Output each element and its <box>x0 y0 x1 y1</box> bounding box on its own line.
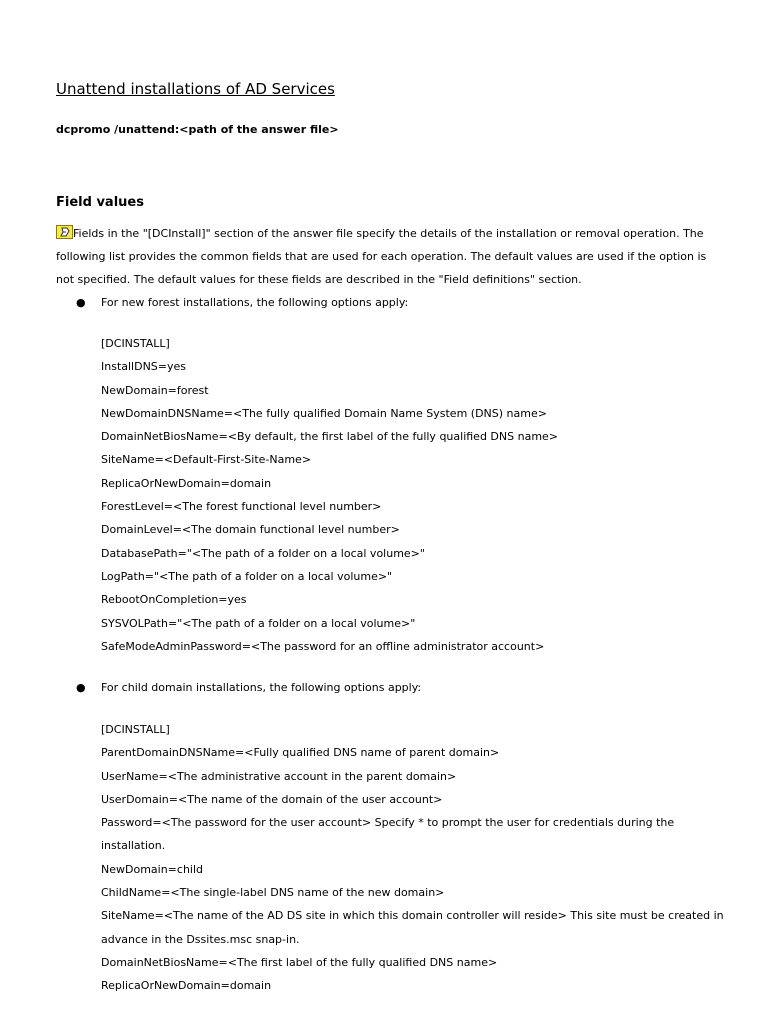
forest-options-block <box>101 332 741 658</box>
option-line: [DCINSTALL] <box>101 723 170 736</box>
option-line: SYSVOLPath="<The path of a folder on a local volume>" <box>101 616 416 630</box>
bullet-icon: ● <box>76 296 86 309</box>
option-line: RebootOnCompletion=yes <box>101 593 247 607</box>
option-line: UserDomain=<The name of the domain of the user account> <box>101 792 443 806</box>
option-line: NewDomain=child <box>101 862 204 876</box>
note-icon <box>56 225 73 239</box>
option-line: DomainNetBiosName=<The first label of the fully qualified DNS name> <box>101 955 498 969</box>
option-line: Password=<The password for the user account> Specify * to prompt the user for credentials during the installation. <box>101 816 675 853</box>
option-line: UserName=<The administrative account in the parent domain> <box>101 769 457 783</box>
option-line: ForestLevel=<The forest functional level number> <box>101 500 382 514</box>
command-line: dcpromo /unattend:<path of the answer file> <box>56 123 339 136</box>
option-line: ChildName=<The single-label DNS name of the new domain> <box>101 886 445 900</box>
option-line: ReplicaOrNewDomain=domain <box>101 476 272 490</box>
option-line: SiteName=<The name of the AD DS site in which this domain controller will reside> This site must be created in advance in the Dssites.msc snap-in. <box>101 909 724 946</box>
option-line: SiteName=<Default-First-Site-Name> <box>101 453 312 467</box>
bullet-text-child: For child domain installations, the following options apply: <box>101 681 422 694</box>
option-line: DomainNetBiosName=<By default, the first label of the fully qualified DNS name> <box>101 430 559 444</box>
option-line: DatabasePath="<The path of a folder on a local volume>" <box>101 546 425 560</box>
option-line: ParentDomainDNSName=<Fully qualified DNS name of parent domain> <box>101 746 500 760</box>
child-options-block <box>101 718 741 998</box>
list-item-child <box>76 681 421 694</box>
option-line: SafeModeAdminPassword=<The password for an offline administrator account> <box>101 639 545 653</box>
bullet-text-forest: For new forest installations, the following options apply: <box>101 296 409 309</box>
option-line: NewDomain=forest <box>101 383 209 397</box>
page-title: Unattend installations of AD Services <box>56 80 335 98</box>
option-line: NewDomainDNSName=<The fully qualified Domain Name System (DNS) name> <box>101 406 547 420</box>
list-item-forest <box>76 296 408 309</box>
section-heading: Field values <box>56 195 144 210</box>
option-line: DomainLevel=<The domain functional level number> <box>101 523 400 537</box>
bullet-icon: ● <box>76 681 86 694</box>
option-line: LogPath="<The path of a folder on a local volume>" <box>101 569 393 583</box>
intro-paragraph <box>56 222 726 291</box>
option-line: InstallDNS=yes <box>101 360 187 374</box>
intro-text: Fields in the "[DCInstall]" section of the answer file specify the details of the installation or removal operation. The following list provides the common fields that are used for each operation. The default values are used if the option is not specified. The default values for these fields are described in the "Field definitions" section. <box>56 227 707 286</box>
option-line: [DCINSTALL] <box>101 337 170 350</box>
option-line: ReplicaOrNewDomain=domain <box>101 979 272 993</box>
